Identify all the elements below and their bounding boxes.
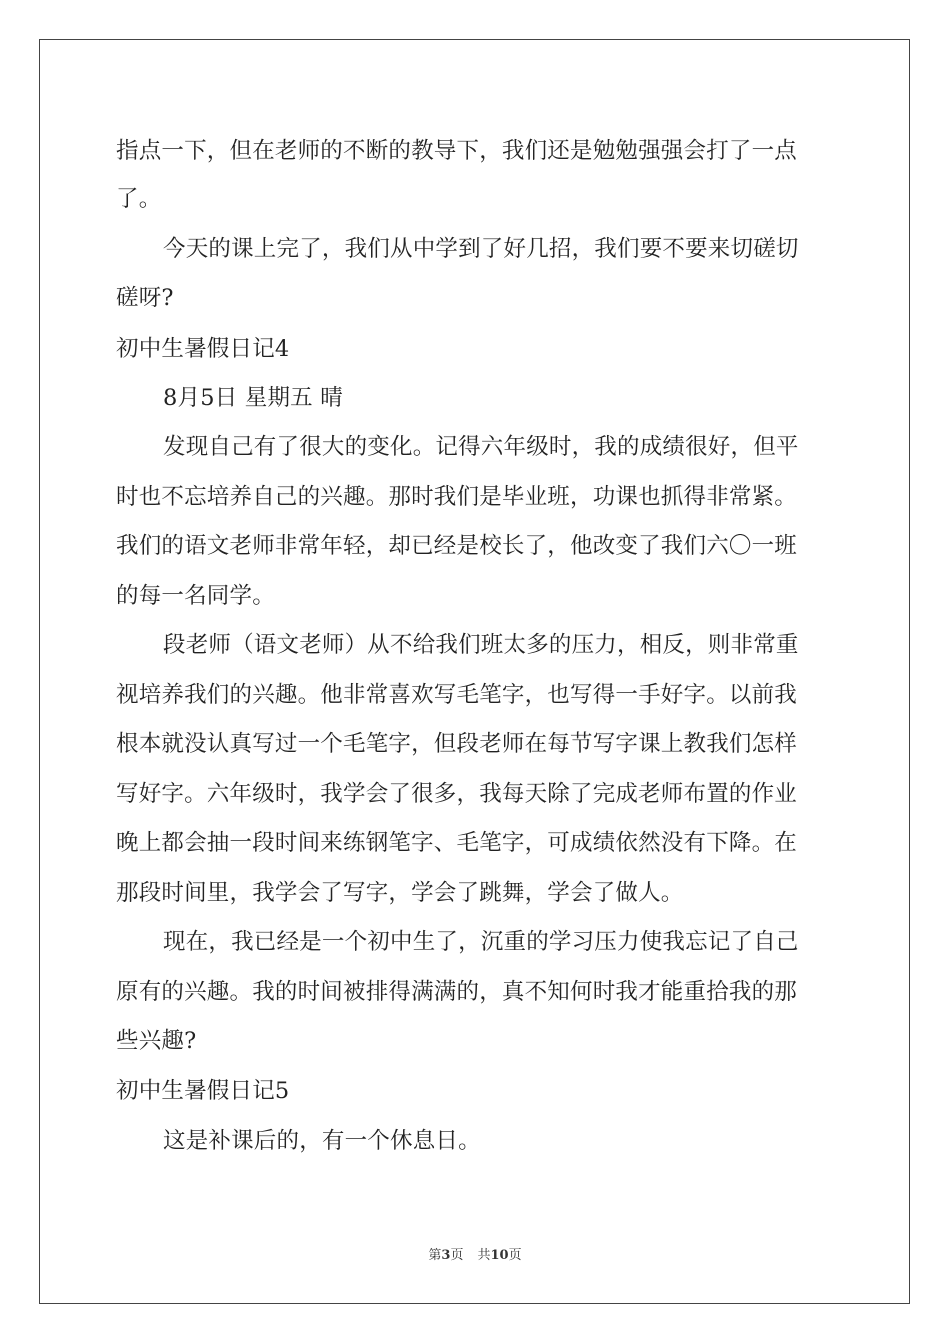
text-line: 我们的语文老师非常年轻，却已经是校长了，他改变了我们六〇一班 xyxy=(116,533,798,559)
paragraph-start: 现在，我已经是一个初中生了，沉重的学习压力使我忘记了自己 xyxy=(163,929,799,955)
page-footer xyxy=(0,1247,950,1265)
text-line: 视培养我们的兴趣。他非常喜欢写毛笔字，也写得一手好字。以前我 xyxy=(116,682,798,708)
text-line: 时也不忘培养自己的兴趣。那时我们是毕业班，功课也抓得非常紧。 xyxy=(116,484,798,510)
page-prefix: 第 xyxy=(428,1248,442,1263)
page-current: 3 xyxy=(441,1248,451,1263)
paragraph-start: 这是补课后的，有一个休息日。 xyxy=(163,1128,481,1154)
text-line: 磋呀? xyxy=(116,285,174,311)
text-line: 写好字。六年级时，我学会了很多，我每天除了完成老师布置的作业 xyxy=(116,781,798,807)
text-line: 晚上都会抽一段时间来练钢笔字、毛笔字，可成绩依然没有下降。在 xyxy=(116,830,798,856)
page-total: 10 xyxy=(490,1248,509,1263)
text-line: 些兴趣? xyxy=(116,1028,197,1054)
text-line: 那段时间里，我学会了写字，学会了跳舞，学会了做人。 xyxy=(116,880,684,906)
text-line: 指点一下，但在老师的不断的教导下，我们还是勉勉强强会打了一点 xyxy=(116,138,798,164)
page-border xyxy=(39,39,910,1304)
paragraph-start: 今天的课上完了，我们从中学到了好几招，我们要不要来切磋切 xyxy=(163,236,799,262)
text-line: 的每一名同学。 xyxy=(116,583,275,609)
text-line: 根本就没认真写过一个毛笔字，但段老师在每节写字课上教我们怎样 xyxy=(116,731,798,757)
section-heading: 初中生暑假日记4 xyxy=(116,336,290,362)
page-unit: 页 xyxy=(450,1248,464,1263)
total-prefix: 共 xyxy=(477,1248,491,1263)
text-line: 了。 xyxy=(116,186,162,212)
paragraph-start: 发现自己有了很大的变化。记得六年级时，我的成绩很好，但平 xyxy=(163,434,799,460)
paragraph-start: 段老师（语文老师）从不给我们班太多的压力，相反，则非常重 xyxy=(163,632,799,658)
diary-date: 8月5日 星期五 晴 xyxy=(163,385,343,411)
section-heading: 初中生暑假日记5 xyxy=(116,1078,290,1104)
total-unit: 页 xyxy=(508,1248,522,1263)
text-line: 原有的兴趣。我的时间被排得满满的，真不知何时我才能重拾我的那 xyxy=(116,979,798,1005)
